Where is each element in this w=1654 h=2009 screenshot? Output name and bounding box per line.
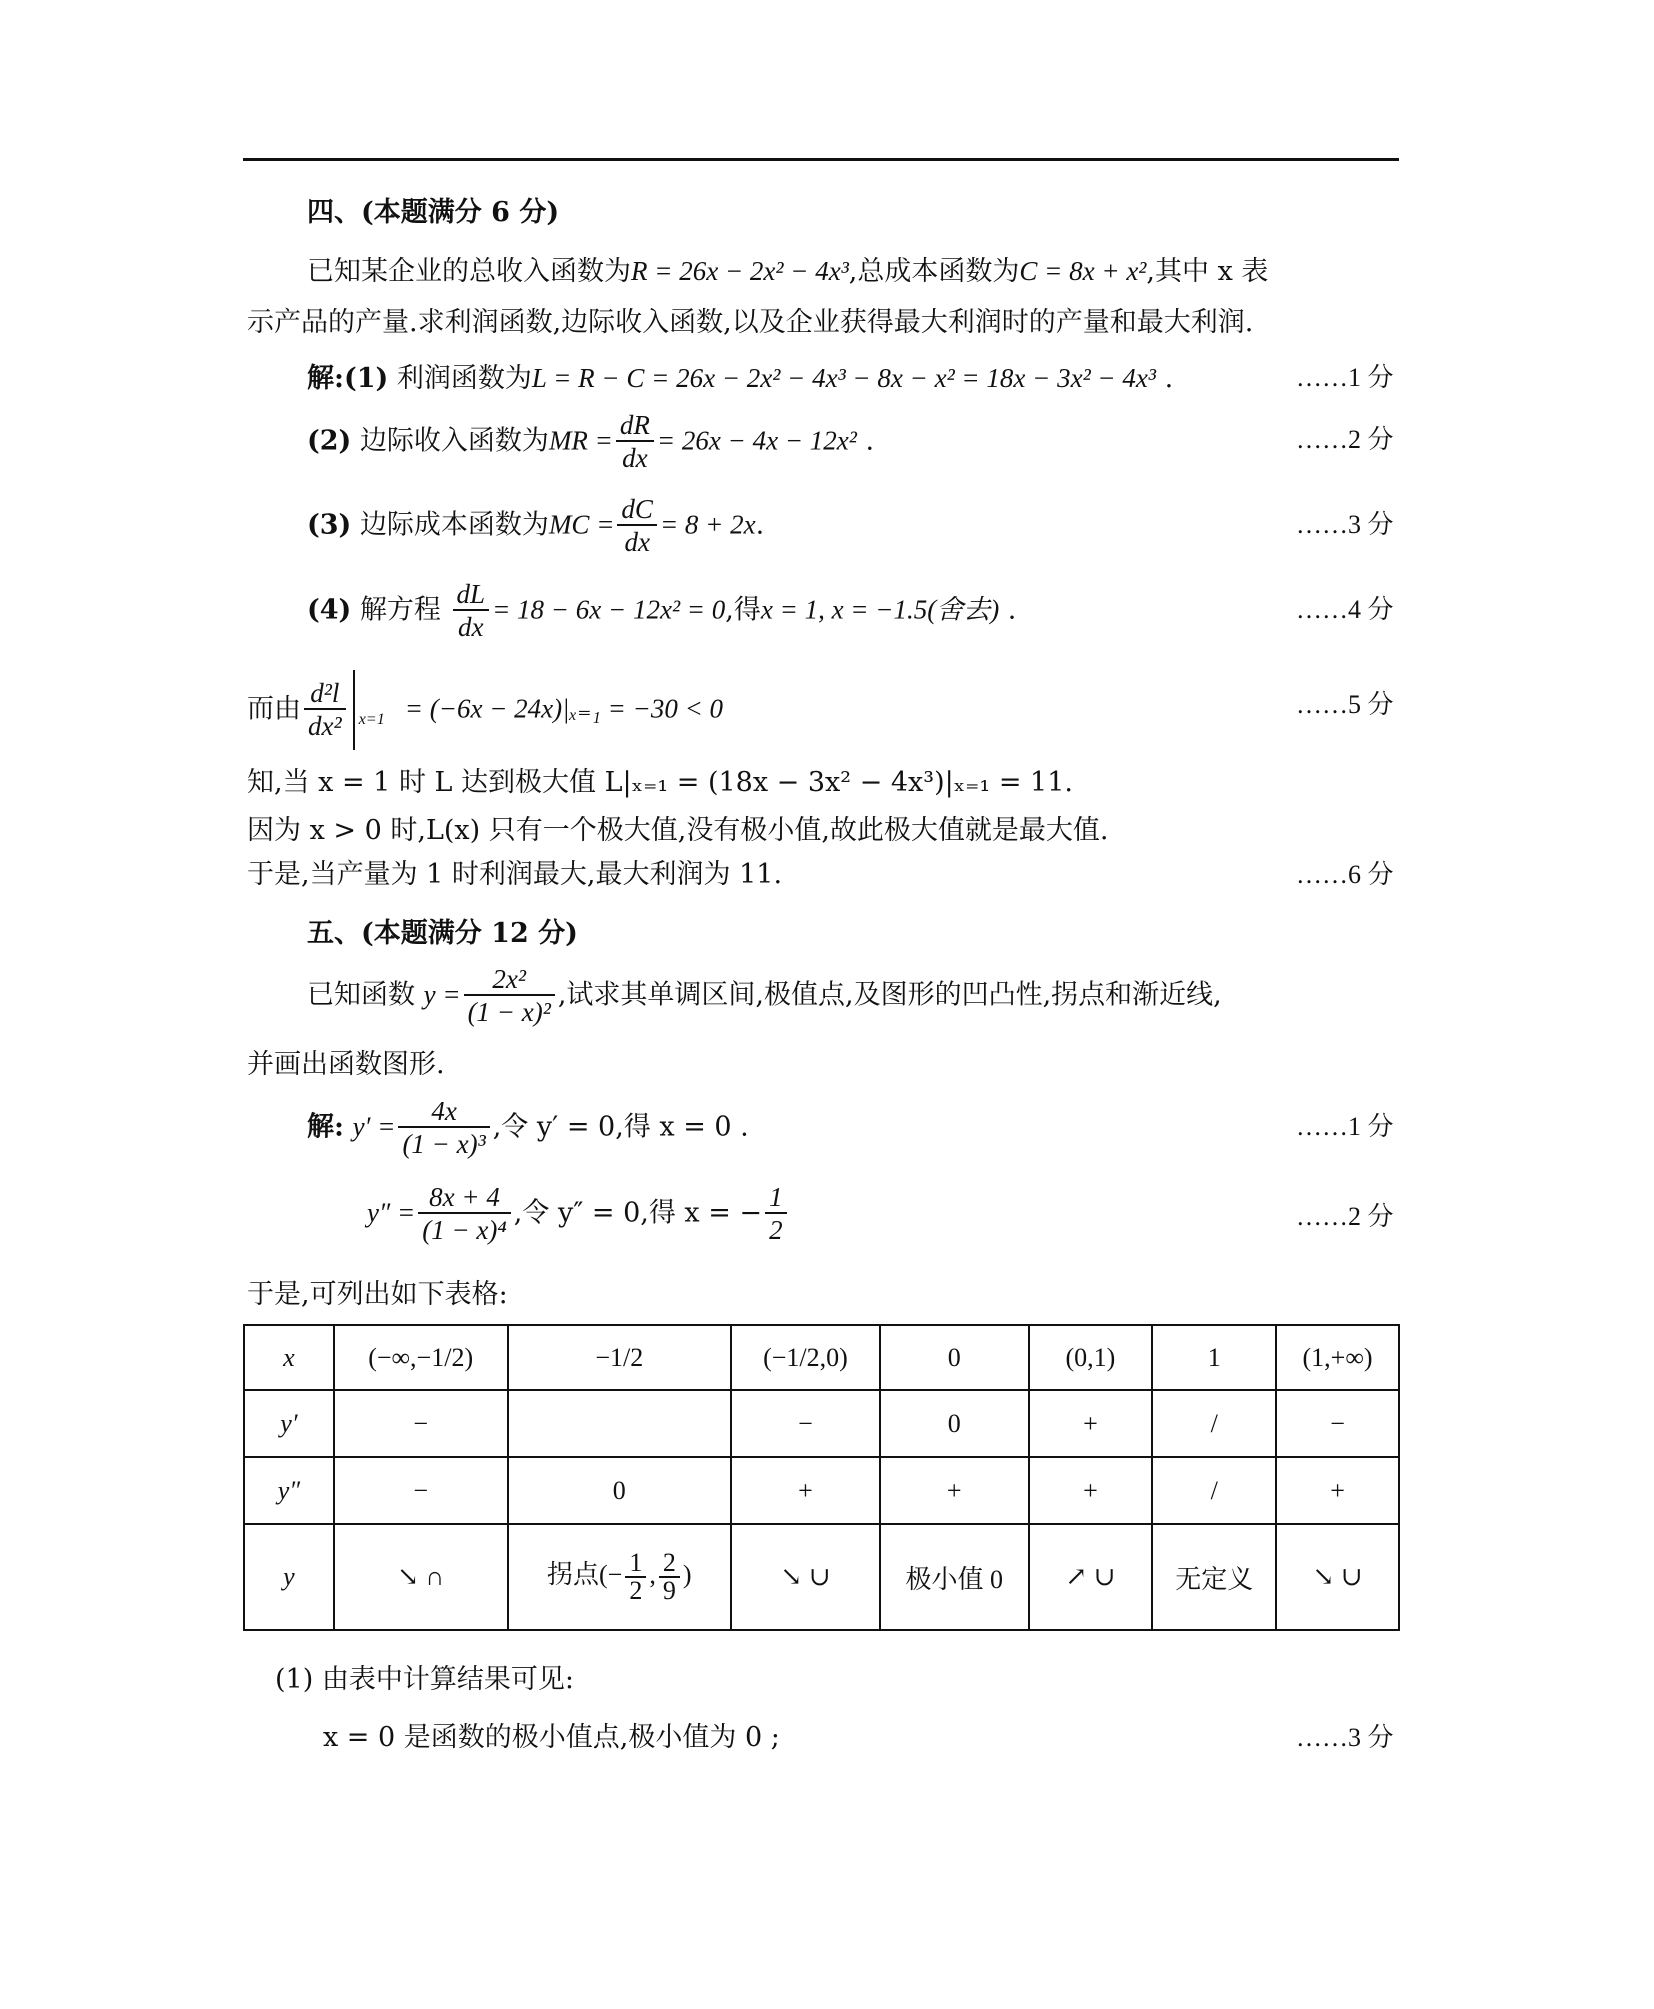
table-cell: −: [334, 1457, 508, 1524]
table-cell: −: [334, 1390, 508, 1457]
section4-title: 四、(本题满分 6 分): [307, 197, 560, 228]
table-row-y-prime: [244, 1390, 1399, 1457]
sec4-step1: 解:(1) 利润函数为L = R − C = 26x − 2x² − 4x³ − 8x − x² = 18x − 3x² − 4x³ .: [307, 363, 1174, 394]
table-cell: /: [1152, 1390, 1276, 1457]
table-cell: −1/2: [508, 1325, 732, 1390]
table-cell: y′: [244, 1390, 334, 1457]
sec5-score3: ……3 分: [1296, 1723, 1394, 1752]
sec5-conclusion-1: x = 0 是函数的极小值点,极小值为 0 ;: [323, 1722, 780, 1753]
table-cell: [508, 1390, 732, 1457]
table-row-x: [244, 1325, 1399, 1390]
sec4-step6: 知,当 x = 1 时 L 达到极大值 L|ₓ₌₁ = (18x − 3x² − 4x³)|ₓ₌₁ = 11.: [247, 767, 1073, 798]
table-cell: −: [1276, 1390, 1399, 1457]
sec5-problem-line2: 并画出函数图形.: [247, 1049, 445, 1080]
table-cell: +: [1276, 1457, 1399, 1524]
table-cell: −: [731, 1390, 880, 1457]
sec4-score4: ……4 分: [1296, 595, 1394, 624]
section5-title: 五、(本题满分 12 分): [307, 918, 578, 949]
table-cell: (1,+∞): [1276, 1325, 1399, 1390]
table-cell: (0,1): [1029, 1325, 1153, 1390]
sec5-deriv1: 解: y′ = $\frac{4x}{\text{(1 − x)³}}$ ,令 y′ = 0,得 x = 0 .: [307, 1096, 749, 1159]
table-cell: +: [1029, 1457, 1153, 1524]
sec5-table-intro: 于是,可列出如下表格:: [247, 1279, 508, 1310]
table-cell: (−∞,−1/2): [334, 1325, 508, 1390]
table-cell: ↘ ∩: [334, 1524, 508, 1630]
table-cell: +: [880, 1457, 1029, 1524]
table-cell: ↗ ∪: [1029, 1524, 1153, 1630]
sec4-step7: 因为 x > 0 时,L(x) 只有一个极大值,没有极小值,故此极大值就是最大值.: [247, 815, 1109, 846]
sec5-score1: ……1 分: [1296, 1112, 1394, 1141]
sec5-conclusion-intro: (1) 由表中计算结果可见:: [275, 1664, 574, 1695]
top-rule: [243, 158, 1399, 161]
sec5-score2: ……2 分: [1296, 1202, 1394, 1231]
sec4-step4: (4) 解方程 $\frac{dL}{dx}$ = 18 − 6x − 12x² = 0,得x = 1, x = −1.5(舍去) .: [307, 579, 1017, 642]
sec4-step8: 于是,当产量为 1 时利润最大,最大利润为 11.: [247, 859, 783, 890]
sec4-score6: ……6 分: [1296, 860, 1394, 889]
table-cell: y″: [244, 1457, 334, 1524]
table-cell: x: [244, 1325, 334, 1390]
sec4-step2: (2) 边际收入函数为MR = $\frac{dR}{dx}$ = 26x − 4x − 12x² .: [307, 410, 875, 473]
table-row-y: [244, 1524, 1399, 1630]
inflection-point-cell: 拐点(− $\frac{1}{2}$ , $\frac{2}{9}$ ): [508, 1524, 732, 1630]
table-cell: 0: [880, 1390, 1029, 1457]
table-cell: y: [244, 1524, 334, 1630]
sec5-deriv2: y″ = $\frac{8x + 4}{\text{(1 − x)⁴}}$ ,令 y″ = 0,得 x = − $\frac{1}{2}$: [367, 1182, 790, 1246]
table-row-y-double-prime: [244, 1457, 1399, 1524]
table-cell: 无定义: [1152, 1524, 1276, 1630]
sec4-problem-line2: 示产品的产量.求利润函数,边际收入函数,以及企业获得最大利润时的产量和最大利润.: [247, 307, 1254, 338]
sec4-score1: ……1 分: [1296, 363, 1394, 392]
sec4-score2: ……2 分: [1296, 425, 1394, 454]
table-cell: 0: [508, 1457, 732, 1524]
table-cell: 极小值 0: [880, 1524, 1029, 1630]
table-cell: +: [731, 1457, 880, 1524]
monotonicity-table: [243, 1324, 1400, 1631]
sec4-problem-line1: 已知某企业的总收入函数为R = 26x − 2x² − 4x³,总成本函数为C = 8x + x²,其中 x 表: [307, 256, 1269, 287]
table-cell: +: [1029, 1390, 1153, 1457]
sec5-problem-line1: 已知函数 y = $\frac{\text{2x²}}{\text{(1 − x)²}}$ ,试求其单调区间,极值点,及图形的凹凸性,拐点和渐近线,: [307, 964, 1222, 1027]
sec4-step3: (3) 边际成本函数为MC = $\frac{dC}{dx}$ = 8 + 2x.: [307, 494, 765, 557]
table-cell: 1: [1152, 1325, 1276, 1390]
table-cell: (−1/2,0): [731, 1325, 880, 1390]
table-cell: ↘ ∪: [1276, 1524, 1399, 1630]
sec4-score5: ……5 分: [1296, 690, 1394, 719]
table-cell: 0: [880, 1325, 1029, 1390]
sec4-score3: ……3 分: [1296, 510, 1394, 539]
table-cell: /: [1152, 1457, 1276, 1524]
table-cell: ↘ ∪: [731, 1524, 880, 1630]
sec4-step5: 而由 $\frac{\text{d²l}}{\text{dx²}}$ $_{x=1}$ = (−6x − 24x)|ₓ₌₁ = −30 < 0: [247, 670, 723, 750]
